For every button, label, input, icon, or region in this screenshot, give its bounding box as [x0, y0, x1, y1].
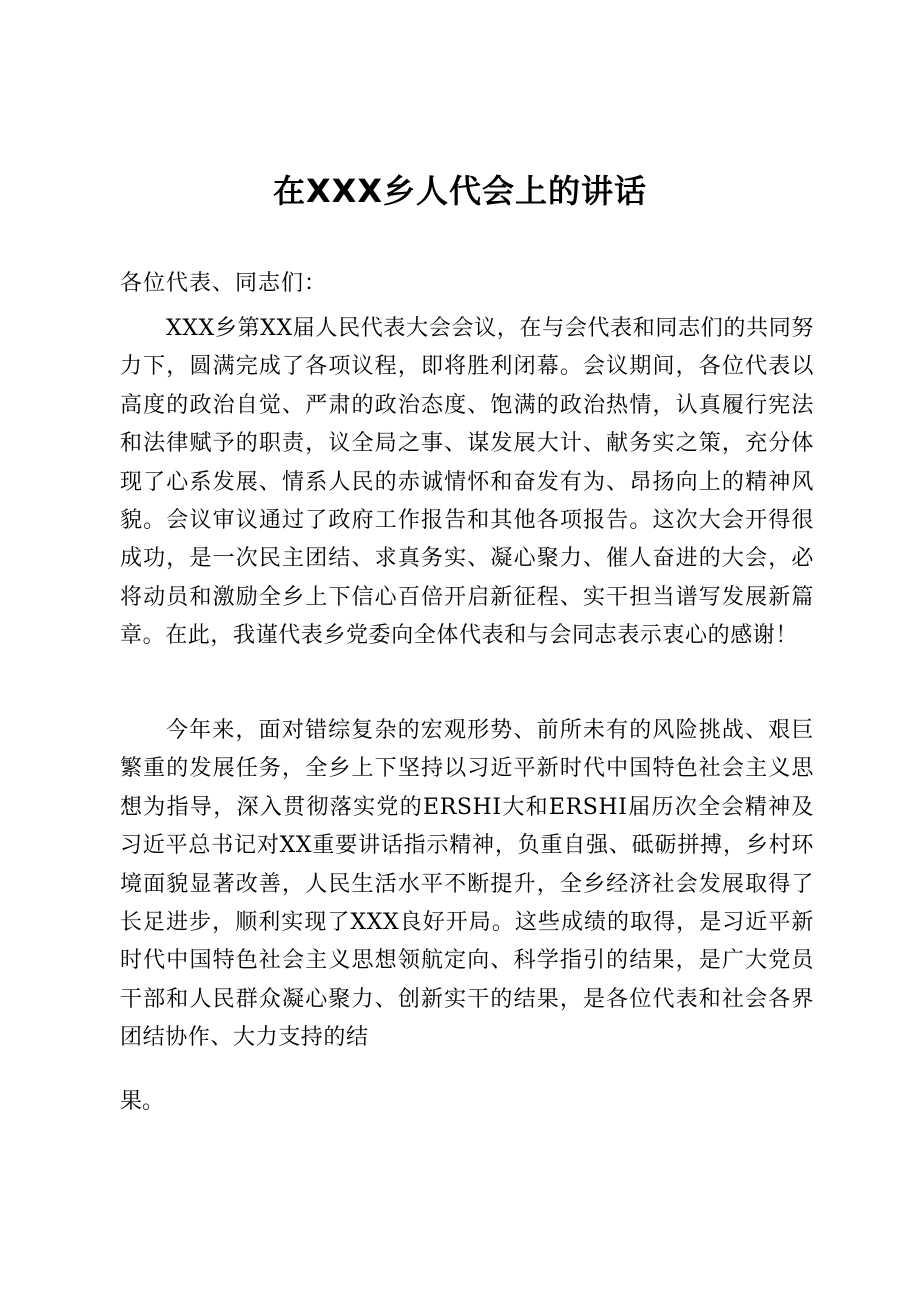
- paragraph-2: 今年来，面对错综复杂的宏观形势、前所未有的风险挑战、艰巨繁重的发展任务，全乡上下坚持以习近平新时代中国特色社会主义思想为指导，深入贯彻落实党的ERSHI大和ERSHI届历次全会精神及习近平总书记对XX重要讲话指示精神，负重自强、砥砺拼搏，乡村环境面貌显著改善，人民生活水平不断提升，全乡经济社会发展取得了长足进步，顺利实现了XXX良好开局。这些成绩的取得，是习近平新时代中国特色社会主义思想领航定向、科学指引的结果，是广大党员干部和人民群众凝心聚力、创新实干的结果，是各位代表和社会各界团结协作、大力支持的结: [120, 718, 814, 1051]
- paragraph-1: XXX乡第XX届人民代表大会会议，在与会代表和同志们的共同努力下，圆满完成了各项议程，即将胜利闭幕。会议期间，各位代表以高度的政治自觉、严肃的政治态度、饱满的政治热情，认真履行宪法和法律赋予的职责，议全局之事、谋发展大计、献务实之策，充分体现了心系发展、情系人民的赤诚情怀和奋发有为、昂扬向上的精神风貌。会议审议通过了政府工作报告和其他各项报告。这次大会开得很成功，是一次民主团结、求真务实、凝心聚力、催人奋进的大会，必将动员和激励全乡上下信心百倍开启新征程、实干担当谱写发展新篇章。在此，我谨代表乡党委向全体代表和与会同志表示衷心的感谢！: [120, 316, 814, 649]
- document-title: 在XXX乡人代会上的讲话: [272, 172, 648, 210]
- greeting-line: 各位代表、同志们：: [120, 271, 328, 296]
- paragraph-2-continuation: 果。: [120, 1089, 165, 1114]
